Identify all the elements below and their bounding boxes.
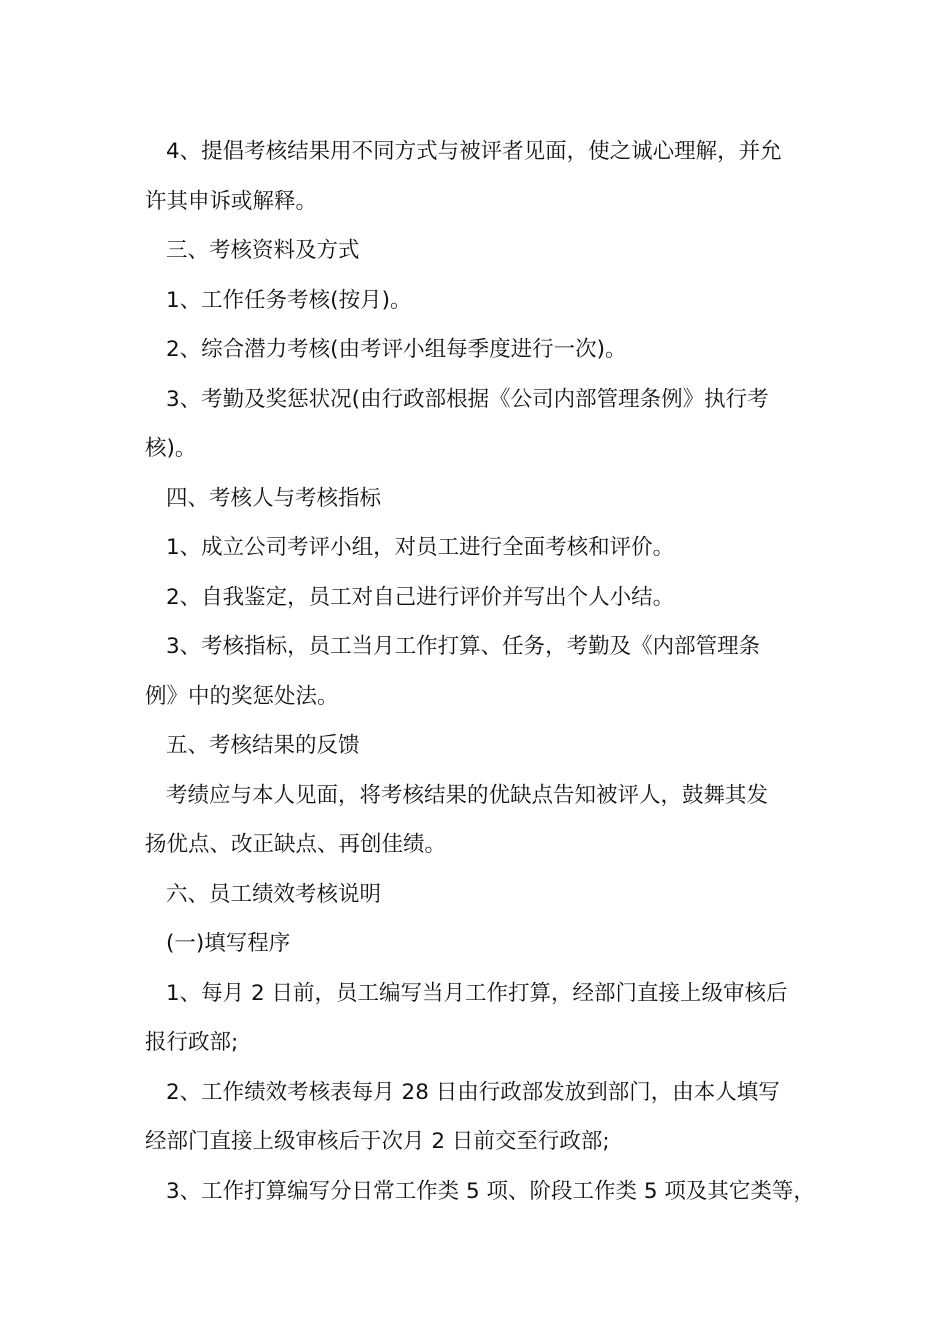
paragraph-line: 2、工作绩效考核表每月 28 日由行政部发放到部门，由本人填写 bbox=[166, 1079, 780, 1105]
paragraph-line: 4、提倡考核结果用不同方式与被评者见面，使之诚心理解，并允 bbox=[166, 139, 782, 164]
section-heading: 六、员工绩效考核说明 bbox=[166, 881, 382, 907]
paragraph-line: 1、成立公司考评小组，对员工进行全面考核和评价。 bbox=[166, 535, 675, 560]
paragraph-line: 3、考勤及奖惩状况(由行政部根据《公司内部管理条例》执行考 bbox=[166, 386, 769, 412]
paragraph-line: 3、考核指标，员工当月工作打算、任务，考勤及《内部管理条 bbox=[166, 634, 761, 659]
subsection-heading: (一)填写程序 bbox=[166, 931, 291, 956]
paragraph-line: 3、工作打算编写分日常工作类 5 项、阶段工作类 5 项及其它类等， bbox=[166, 1178, 815, 1204]
document-body bbox=[145, 127, 825, 1216]
paragraph-line: 扬优点、改正缺点、再创佳绩。 bbox=[145, 832, 447, 857]
paragraph-line: 考绩应与本人见面，将考核结果的优缺点告知被评人，鼓舞其发 bbox=[166, 782, 769, 808]
paragraph-line: 经部门直接上级审核后于次月 2 日前交至行政部; bbox=[145, 1129, 610, 1154]
paragraph-line: 报行政部; bbox=[145, 1030, 239, 1055]
paragraph-line: 1、每月 2 日前，员工编写当月工作打算，经部门直接上级审核后 bbox=[166, 980, 788, 1006]
section-heading: 三、考核资料及方式 bbox=[166, 238, 360, 263]
paragraph-line: 2、自我鉴定，员工对自己进行评价并写出个人小结。 bbox=[166, 584, 675, 610]
paragraph-line: 2、综合潜力考核(由考评小组每季度进行一次)。 bbox=[166, 337, 627, 362]
section-heading: 五、考核结果的反馈 bbox=[166, 733, 360, 758]
paragraph-line: 例》中的奖惩处法。 bbox=[145, 683, 339, 709]
paragraph-line: 1、工作任务考核(按月)。 bbox=[166, 287, 412, 313]
paragraph-line: 核)。 bbox=[145, 436, 197, 461]
paragraph-line: 许其申诉或解释。 bbox=[145, 188, 318, 214]
section-heading: 四、考核人与考核指标 bbox=[166, 485, 382, 511]
